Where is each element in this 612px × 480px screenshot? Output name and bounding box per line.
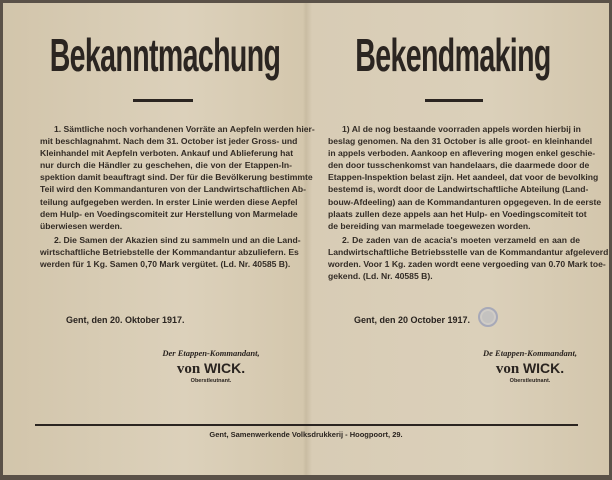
text-line: Etappen-Inspektion belast zijn. Het aandeel, dat voor de bevolking [328,172,599,183]
german-body [40,123,315,270]
text-line: Landwirtschaftliche Betriebsstelle van de Kommandantur afgeleverd [328,246,609,257]
text-line: den door tusschenkomst van handelaars, die daarmede door de [328,160,590,171]
text-line: bestemd is, wordt door de Landwirtschaftliche Abteilung (Land- [328,184,589,195]
text-line: Teil wird den Kommandanturen von der Landwirtschaftlichen Ab- [40,184,306,195]
text-line: beslag genomen. Na den 31 October is alle groot- en kleinhandel [328,136,593,147]
text-line: überwiesen werden. [40,220,123,231]
signature-rank: Oberstleutnant. [190,378,232,384]
text-line: teilung aufgegeben werden. In erster Linie werden diese Aepfel [40,196,298,207]
text-line: werden für 1 Kg. Samen 0,70 Mark vergütet. (Ld. Nr. 40585 B). [40,259,291,270]
paragraph-2 [40,234,301,270]
text-line: in appels verboden. Aankoop en aflevering mogen enkel geschie- [328,148,596,159]
signature-rank: Oberstleutnant. [509,378,551,384]
german-title-rule [133,99,193,102]
name-prefix: von [176,361,201,377]
dutch-signature [455,348,605,384]
text-line: 2. De zaden van de acacia's moeten verzameld en aan de [342,234,580,245]
signature-name [136,360,286,378]
text-line: mit beschlagnahmt. Nach dem 31. October ist jeder Gross- und [40,136,298,147]
name: WICK. [522,360,565,376]
text-line: dem Hulp- en Voedingscomiteit zur Herstellung von Marmelade [40,208,298,219]
text-line: de bereiding van marmelade toegewezen worden. [328,220,531,231]
text-line: worden. Voor 1 Kg. zaden wordt eene vergoeding van 0.70 Mark toe- [328,259,606,270]
signature-role: De Etappen-Kommandant, [483,348,577,358]
text-line: gekend. (Ld. Nr. 40585 B). [328,271,433,282]
paragraph-1 [328,123,602,232]
text-line: 1) Al de nog bestaande voorraden appels worden hierbij in [342,124,581,134]
german-date: Gent, den 20. Oktober 1917. [66,315,185,325]
text-line: 2. Die Samen der Akazien sind zu sammeln und an die Land- [54,234,301,245]
name: WICK. [203,360,246,376]
paragraph-2 [328,234,609,282]
name-prefix: von [495,361,520,377]
text-line: bouw-Afdeeling) aan de Kommandanturen opgegeven. In de eerste [328,196,602,207]
signature-role: Der Etappen-Kommandant, [162,348,260,358]
german-signature [136,348,286,384]
dutch-title-rule [425,99,483,102]
library-stamp [478,307,498,327]
paragraph-1 [40,123,315,232]
german-title: Bekanntmachung [49,29,281,81]
printer-imprint: Gent, Samenwerkende Volksdrukkerij - Hoogpoort, 29. [209,430,403,439]
text-line: wirtschaftliche Betriebstelle der Kommandantur abzuliefern. Es [40,246,299,257]
text-line: 1. Sämtliche noch vorhandenen Vorräte an Aepfeln werden hier- [54,124,315,134]
dutch-title: Bekendmaking [355,29,551,81]
text-line: Kleinhandel mit Aepfeln verboten. Ankauf und Ablieferung hat [40,148,294,159]
dutch-body [328,123,609,282]
footer-rule [35,424,578,426]
text-line: nur durch die Händler zu geschehen, die von der Etappen-In- [40,160,292,171]
signature-name [455,360,605,378]
text-line: plaats zullen deze appels aan het Hulp- en Voedingscomiteit tot [328,208,587,219]
dutch-date: Gent, den 20 October 1917. [354,315,471,325]
text-line: spektion damit beauftragt sind. Der für die Bevölkerung bestimmte [40,172,313,183]
